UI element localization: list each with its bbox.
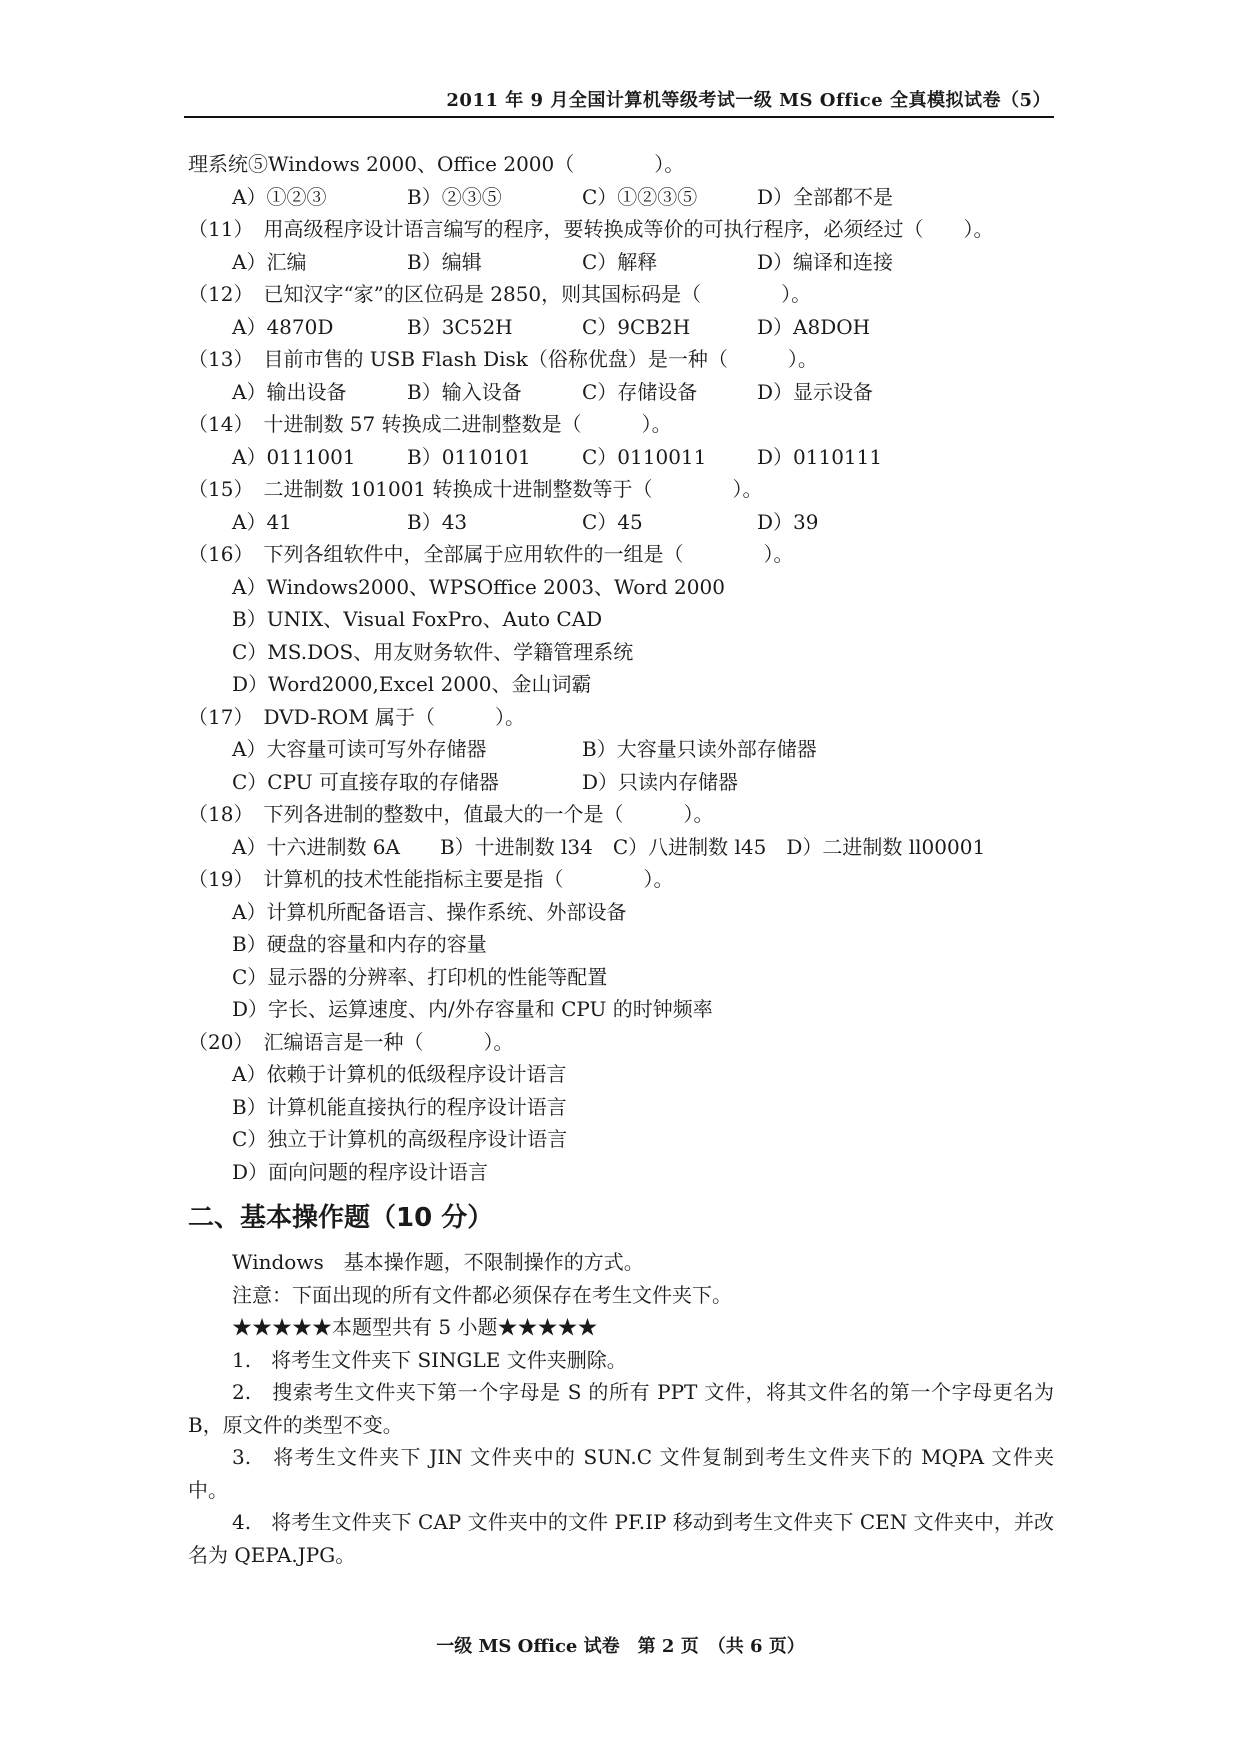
- option-d: D）Word2000,Excel 2000、金山词霸: [232, 672, 592, 696]
- option-c: C）解释: [582, 249, 658, 274]
- option-a: A）依赖于计算机的低级程序设计语言: [232, 1062, 567, 1086]
- option-b: B）编辑: [407, 249, 482, 274]
- option-c: C）MS.DOS、用友财务软件、学籍管理系统: [232, 639, 634, 664]
- section-note: 注意：下面出现的所有文件都必须保存在考生文件夹下。: [232, 1282, 732, 1307]
- option-a: A）大容量可读可写外存储器: [232, 737, 487, 761]
- page-header: 2011 年 9 月全国计算机等级考试一级 MS Office 全真模拟试卷（5）: [446, 90, 1051, 111]
- option-d: D）面向问题的程序设计语言: [232, 1159, 489, 1184]
- option-a: A）①②③: [232, 184, 327, 209]
- question-15: （15） 二进制数 101001 转换成十进制整数等于（ ）。: [188, 477, 763, 501]
- question-11: （11） 用高级程序设计语言编写的程序，要转换成等价的可执行程序，必须经过（ ）。: [188, 217, 994, 241]
- option-b: B）大容量只读外部存储器: [582, 737, 817, 761]
- page-content: [188, 148, 1054, 1571]
- option-b: B）0110101: [407, 444, 531, 469]
- option-a: A）4870D: [232, 314, 334, 339]
- question-19: （19） 计算机的技术性能指标主要是指（ ）。: [188, 867, 674, 891]
- header-divider: [184, 116, 1054, 118]
- task-item-1: 1. 将考生文件夹下 SINGLE 文件夹删除。: [232, 1347, 627, 1372]
- option-a: A）0111001: [232, 444, 356, 469]
- option-d: D）字长、运算速度、内/外存容量和 CPU 的时钟频率: [232, 997, 713, 1021]
- question-18: （18） 下列各进制的整数中，值最大的一个是（ ）。: [188, 802, 714, 826]
- options-row: [188, 441, 1054, 474]
- option-d: D）编译和连接: [757, 249, 894, 274]
- question-16: （16） 下列各组软件中，全部属于应用软件的一组是（ ）。: [188, 542, 794, 566]
- task-item-3: 3. 将考生文件夹下 JIN 文件夹中的 SUN.C 文件复制到考生文件夹下的 MQPA 文件夹中。: [188, 1445, 1054, 1502]
- options-row: [188, 766, 1054, 799]
- options-row: [188, 506, 1054, 539]
- option-b: B）②③⑤: [407, 184, 502, 209]
- task-item-2: 2. 搜索考生文件夹下第一个字母是 S 的所有 PPT 文件，将其文件名的第一个字母更名为 B，原文件的类型不变。: [188, 1380, 1054, 1437]
- option-c: C）显示器的分辨率、打印机的性能等配置: [232, 964, 608, 989]
- option-b: B）UNIX、Visual FoxPro、Auto CAD: [232, 607, 603, 631]
- option-b: B）43: [407, 509, 468, 534]
- option-d: D）39: [757, 509, 819, 534]
- option-c: C）存储设备: [582, 379, 698, 404]
- option-b: B）输入设备: [407, 379, 522, 404]
- option-d: D）A8DOH: [757, 314, 871, 339]
- question-20: （20） 汇编语言是一种（ ）。: [188, 1029, 514, 1054]
- question-12: （12） 已知汉字“家”的区位码是 2850，则其国标码是（ ）。: [188, 282, 812, 306]
- option-c: C）0110011: [582, 444, 707, 469]
- option-c: C）45: [582, 509, 643, 534]
- question-continuation: 理系统⑤Windows 2000、Office 2000（ ）。: [188, 152, 685, 176]
- options-row: [188, 376, 1054, 409]
- option-a: A）输出设备: [232, 379, 347, 404]
- question-17: （17） DVD-ROM 属于（ ）。: [188, 704, 526, 729]
- option-b: B）3C52H: [407, 314, 513, 339]
- section-intro: Windows 基本操作题，不限制操作的方式。: [232, 1250, 644, 1274]
- option-a: A）计算机所配备语言、操作系统、外部设备: [232, 899, 627, 924]
- option-c: C）独立于计算机的高级程序设计语言: [232, 1127, 568, 1151]
- options-row: [188, 246, 1054, 279]
- option-a: A）Windows2000、WPSOffice 2003、Word 2000: [232, 574, 725, 599]
- option-b: B）硬盘的容量和内存的容量: [232, 932, 487, 956]
- section-title: 二、基本操作题（10 分）: [188, 1203, 494, 1233]
- option-d: D）显示设备: [757, 379, 874, 404]
- option-a: A）汇编: [232, 249, 307, 274]
- option-b: B）计算机能直接执行的程序设计语言: [232, 1094, 567, 1119]
- option-d: D）0110111: [757, 444, 883, 469]
- options-row: [188, 181, 1054, 214]
- option-d: D）全部都不是: [757, 184, 894, 209]
- task-item-4: 4. 将考生文件夹下 CAP 文件夹中的文件 PF.IP 移动到考生文件夹下 CEN 文件夹中，并改名为 QEPA.JPG。: [188, 1510, 1054, 1567]
- option-c: C）①②③⑤: [582, 184, 698, 209]
- page-footer: 一级 MS Office 试卷 第 2 页 （共 6 页）: [436, 1636, 805, 1657]
- section-stars: ★★★★★本题型共有 5 小题★★★★★: [232, 1315, 598, 1339]
- option-c: C）CPU 可直接存取的存储器: [232, 769, 499, 794]
- options-row: [188, 733, 1054, 766]
- option-c: C）9CB2H: [582, 314, 691, 339]
- options-row: A）十六进制数 6A B）十进制数 l34 C）八进制数 l45 D）二进制数 ll00001: [232, 834, 986, 859]
- option-a: A）41: [232, 509, 292, 534]
- question-14: （14） 十进制数 57 转换成二进制整数是（ ）。: [188, 412, 672, 436]
- options-row: [188, 311, 1054, 344]
- question-13: （13） 目前市售的 USB Flash Disk（俗称优盘）是一种（ ）。: [188, 347, 818, 371]
- option-d: D）只读内存储器: [582, 769, 739, 794]
